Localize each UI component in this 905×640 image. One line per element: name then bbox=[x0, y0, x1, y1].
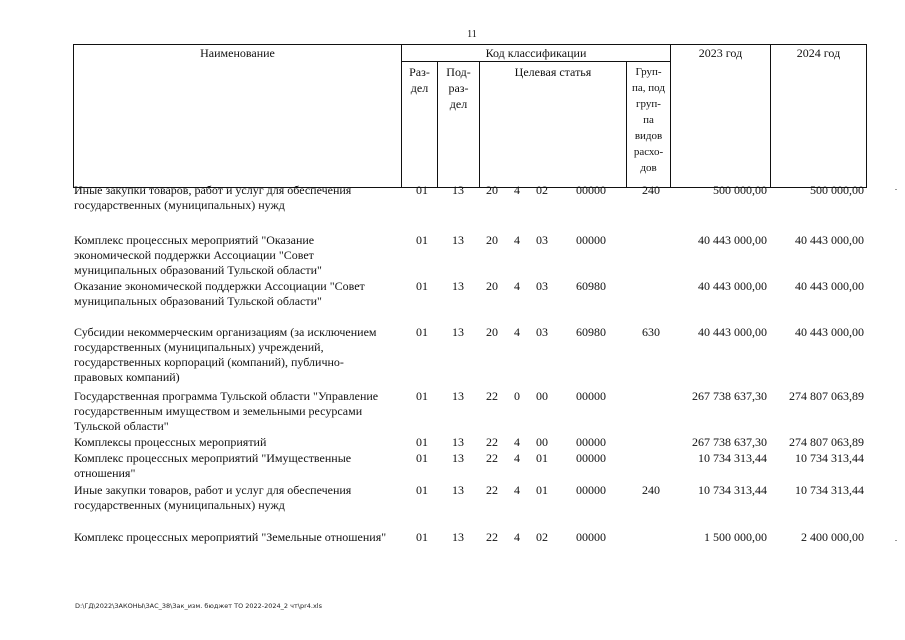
row-name bbox=[74, 183, 404, 213]
row-celevaya-direction: 00000 bbox=[576, 389, 606, 403]
row-name bbox=[74, 233, 404, 278]
row-celevaya-direction: 00000 bbox=[576, 233, 606, 247]
header-razdel-line: Раз- bbox=[409, 65, 430, 79]
row-vid-rashodov: 630 bbox=[642, 325, 660, 339]
row-name-line: государственным имуществом и земельными ресурсами bbox=[74, 404, 363, 418]
row-podrazdel: 13 bbox=[452, 325, 464, 339]
row-celevaya-program: 20 bbox=[486, 183, 498, 197]
row-podrazdel: 13 bbox=[452, 435, 464, 449]
row-name-line: муниципальных образований Тульской области" bbox=[74, 294, 322, 308]
row-name-line: Тульской области" bbox=[74, 419, 169, 433]
row-amount-2024: 274 807 063,89 bbox=[789, 389, 864, 403]
row-celevaya-subprogram: 01 bbox=[536, 451, 548, 465]
header-2024 bbox=[771, 45, 867, 188]
header-podrazdel-line: дел bbox=[449, 97, 468, 111]
row-amount-2023: 10 734 313,44 bbox=[698, 483, 767, 497]
scan-mark bbox=[895, 540, 897, 541]
header-2023 bbox=[671, 45, 771, 188]
header-gruppa bbox=[627, 62, 671, 188]
header-podrazdel bbox=[438, 62, 480, 188]
header-gruppa-line: расхо- bbox=[633, 146, 664, 158]
header-gruppa-line: дов bbox=[640, 162, 657, 174]
row-name bbox=[74, 530, 404, 545]
row-celevaya-subprogram: 03 bbox=[536, 325, 548, 339]
row-razdel: 01 bbox=[416, 435, 428, 449]
row-celevaya-subprogram: 02 bbox=[536, 530, 548, 544]
row-amount-2023: 267 738 637,30 bbox=[692, 389, 767, 403]
row-celevaya-type: 4 bbox=[514, 435, 520, 449]
row-celevaya-type: 4 bbox=[514, 530, 520, 544]
row-celevaya-program: 20 bbox=[486, 325, 498, 339]
header-2023-label: 2023 год bbox=[698, 46, 743, 60]
row-name-line: государственных (муниципальных) нужд bbox=[74, 498, 285, 512]
row-name-line: Субсидии некоммерческим организациям (за исключением bbox=[74, 325, 377, 339]
row-name-line: экономической поддержки Ассоциации "Совет bbox=[74, 248, 314, 262]
table-header bbox=[73, 44, 867, 188]
header-celevaya-label: Целевая статья bbox=[514, 65, 592, 79]
row-celevaya-subprogram: 00 bbox=[536, 435, 548, 449]
row-celevaya-program: 20 bbox=[486, 279, 498, 293]
row-celevaya-direction: 60980 bbox=[576, 325, 606, 339]
row-celevaya-type: 4 bbox=[514, 183, 520, 197]
row-celevaya-program: 22 bbox=[486, 530, 498, 544]
row-celevaya-subprogram: 01 bbox=[536, 483, 548, 497]
row-amount-2023: 500 000,00 bbox=[713, 183, 767, 197]
row-podrazdel: 13 bbox=[452, 483, 464, 497]
row-name-line: государственных корпораций (компаний), публично- bbox=[74, 355, 344, 369]
row-name bbox=[74, 389, 404, 434]
row-razdel: 01 bbox=[416, 279, 428, 293]
row-razdel: 01 bbox=[416, 483, 428, 497]
row-name-line: Иные закупки товаров, работ и услуг для обеспечения bbox=[74, 183, 352, 197]
row-razdel: 01 bbox=[416, 451, 428, 465]
header-gruppa-line: видов bbox=[634, 130, 663, 142]
row-name-line: Государственная программа Тульской области "Управление bbox=[74, 389, 379, 403]
row-amount-2024: 500 000,00 bbox=[810, 183, 864, 197]
row-name bbox=[74, 279, 404, 309]
row-celevaya-direction: 00000 bbox=[576, 483, 606, 497]
row-celevaya-direction: 00000 bbox=[576, 451, 606, 465]
header-gruppa-line: па, под bbox=[632, 82, 665, 94]
header-podrazdel-line: раз- bbox=[448, 81, 469, 95]
row-name-line: отношения" bbox=[74, 466, 136, 480]
header-gruppa-line: па bbox=[643, 114, 654, 126]
row-razdel: 01 bbox=[416, 389, 428, 403]
row-name-line: Иные закупки товаров, работ и услуг для обеспечения bbox=[74, 483, 352, 497]
row-podrazdel: 13 bbox=[452, 451, 464, 465]
row-celevaya-program: 22 bbox=[486, 435, 498, 449]
file-path-footer: D:\ГД\2022\ЗАКОНЫ\ЗАС_38\Зак_изм. бюджет ТО 2022-2024_2 чт\pr4.xls bbox=[75, 602, 322, 610]
row-celevaya-program: 22 bbox=[486, 389, 498, 403]
row-celevaya-subprogram: 02 bbox=[536, 183, 548, 197]
row-celevaya-subprogram: 03 bbox=[536, 279, 548, 293]
row-name-line: Комплекс процессных мероприятий "Оказание bbox=[74, 233, 315, 247]
row-razdel: 01 bbox=[416, 325, 428, 339]
row-celevaya-direction: 00000 bbox=[576, 435, 606, 449]
row-name-line: муниципальных образований Тульской области" bbox=[74, 263, 322, 277]
header-podrazdel-line: Под- bbox=[446, 65, 471, 79]
row-celevaya-direction: 00000 bbox=[576, 530, 606, 544]
row-name-line: Комплекс процессных мероприятий "Земельные отношения" bbox=[74, 530, 387, 544]
row-celevaya-direction: 00000 bbox=[576, 183, 606, 197]
row-celevaya-type: 0 bbox=[514, 389, 520, 403]
row-name-line: государственных (муниципальных) учреждений, bbox=[74, 340, 324, 354]
row-vid-rashodov: 240 bbox=[642, 483, 660, 497]
row-podrazdel: 13 bbox=[452, 389, 464, 403]
row-celevaya-subprogram: 00 bbox=[536, 389, 548, 403]
row-name-line: Оказание экономической поддержки Ассоциации "Совет bbox=[74, 279, 365, 293]
row-name bbox=[74, 451, 404, 481]
row-celevaya-type: 4 bbox=[514, 483, 520, 497]
row-name-line: правовых компаний) bbox=[74, 370, 180, 384]
row-amount-2023: 40 443 000,00 bbox=[698, 233, 767, 247]
row-name-line: государственных (муниципальных) нужд bbox=[74, 198, 285, 212]
row-celevaya-program: 22 bbox=[486, 451, 498, 465]
row-celevaya-type: 4 bbox=[514, 279, 520, 293]
row-podrazdel: 13 bbox=[452, 279, 464, 293]
row-amount-2024: 10 734 313,44 bbox=[795, 483, 864, 497]
row-amount-2023: 1 500 000,00 bbox=[704, 530, 767, 544]
row-name bbox=[74, 325, 404, 385]
row-celevaya-type: 4 bbox=[514, 233, 520, 247]
row-name bbox=[74, 435, 404, 450]
row-celevaya-type: 4 bbox=[514, 451, 520, 465]
row-podrazdel: 13 bbox=[452, 233, 464, 247]
header-gruppa-line: груп- bbox=[636, 98, 661, 110]
header-code-group bbox=[402, 45, 671, 62]
header-razdel bbox=[402, 62, 438, 188]
row-name bbox=[74, 483, 404, 513]
header-gruppa-line: Груп- bbox=[635, 66, 662, 78]
header-name-label: Наименование bbox=[200, 46, 275, 60]
row-celevaya-program: 22 bbox=[486, 483, 498, 497]
row-amount-2024: 10 734 313,44 bbox=[795, 451, 864, 465]
row-podrazdel: 13 bbox=[452, 183, 464, 197]
header-2024-label: 2024 год bbox=[796, 46, 841, 60]
row-podrazdel: 13 bbox=[452, 530, 464, 544]
header-name bbox=[74, 45, 402, 188]
row-amount-2023: 40 443 000,00 bbox=[698, 279, 767, 293]
row-celevaya-type: 4 bbox=[514, 325, 520, 339]
row-celevaya-direction: 60980 bbox=[576, 279, 606, 293]
row-name-line: Комплекс процессных мероприятий "Имущественные bbox=[74, 451, 352, 465]
header-celevaya bbox=[480, 62, 627, 188]
row-amount-2024: 40 443 000,00 bbox=[795, 325, 864, 339]
row-amount-2023: 267 738 637,30 bbox=[692, 435, 767, 449]
row-amount-2024: 40 443 000,00 bbox=[795, 233, 864, 247]
header-code-group-label: Код классификации bbox=[485, 46, 587, 60]
row-amount-2023: 40 443 000,00 bbox=[698, 325, 767, 339]
row-celevaya-program: 20 bbox=[486, 233, 498, 247]
scan-mark bbox=[895, 189, 897, 190]
row-amount-2024: 2 400 000,00 bbox=[801, 530, 864, 544]
row-amount-2024: 40 443 000,00 bbox=[795, 279, 864, 293]
row-razdel: 01 bbox=[416, 183, 428, 197]
header-razdel-line: дел bbox=[410, 81, 429, 95]
row-razdel: 01 bbox=[416, 233, 428, 247]
row-amount-2024: 274 807 063,89 bbox=[789, 435, 864, 449]
row-name-line: Комплексы процессных мероприятий bbox=[74, 435, 267, 449]
row-razdel: 01 bbox=[416, 530, 428, 544]
row-amount-2023: 10 734 313,44 bbox=[698, 451, 767, 465]
row-vid-rashodov: 240 bbox=[642, 183, 660, 197]
row-celevaya-subprogram: 03 bbox=[536, 233, 548, 247]
page-number: 11 bbox=[467, 29, 477, 40]
